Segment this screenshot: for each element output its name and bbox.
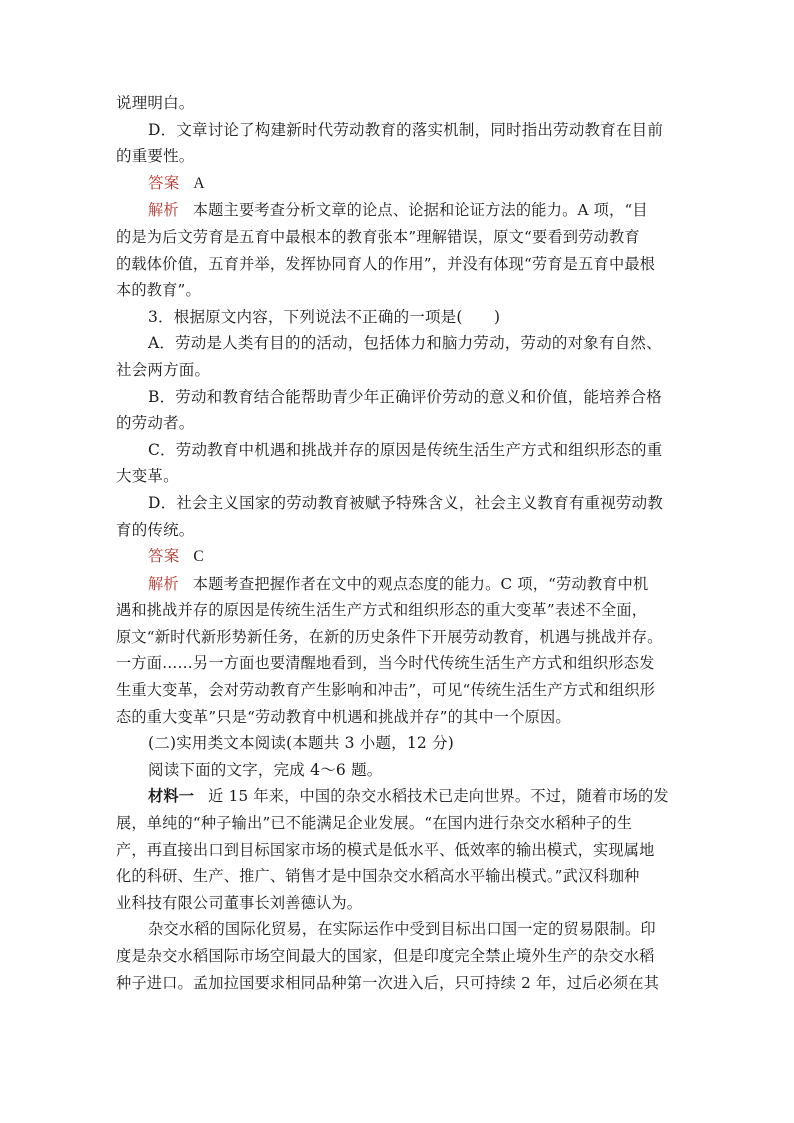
material-line: 度是杂交水稻国际市场空间最大的国家，但是印度完全禁止境外生产的杂交水稻: [116, 947, 655, 965]
analysis-line: 原文“新时代新形势新任务，在新的历史条件下开展劳动教育，机遇与挑战并存。: [116, 627, 663, 646]
option-b-line: B．劳动和教育结合能帮助青少年正确评价劳动的意义和价值，能培养合格: [148, 387, 662, 406]
option-d-line: D．社会主义国家的劳动教育被赋予特殊含义，社会主义教育有重视劳动教: [148, 493, 664, 512]
material-line: 产，再直接出口到目标国家市场的模式是低水平、低效率的输出模式，实现属地: [116, 840, 655, 859]
analysis-label: 解析: [148, 201, 179, 220]
section-heading: (二)实用类文本阅读(本题共 3 小题，12 分): [148, 734, 455, 753]
option-c-line: C．劳动教育中机遇和挑战并存的原因是传统生活生产方式和组织形态的重: [148, 440, 663, 459]
material-line: 业科技有限公司董事长刘善德认为。: [116, 893, 363, 912]
answer-label: 答案: [148, 547, 180, 566]
analysis-line: 态的重大变革”只是“劳动教育中机遇和挑战并存”的其中一个原因。: [116, 707, 571, 726]
question-3-stem: 3．根据原文内容，下列说法不正确的一项是( ): [148, 307, 501, 326]
instruction-line: 阅读下面的文字，完成 4～6 题。: [148, 760, 383, 779]
text-line: 的重要性。: [116, 147, 195, 166]
text-line: 说理明白。: [116, 94, 195, 112]
analysis-line: 遇和挑战并存的原因是传统生活生产方式和组织形态的重大变革”表述不全面，: [116, 601, 648, 620]
option-a-line: A．劳动是人类有目的的活动，包括体力和脑力劳动，劳动的对象有自然、: [148, 334, 662, 353]
text-line: 社会两方面。: [116, 360, 211, 379]
analysis-line: 生重大变革，会对劳动教育产生影响和冲击”，可见“传统生活生产方式和组织形: [116, 681, 656, 700]
analysis-text: 本题主要考查分析文章的论点、论据和论证方法的能力。A 项，“目: [192, 201, 648, 220]
analysis-line: 的载体价值，五育并举，发挥协同育人的作用”，并没有体现“劳育是五育中最根: [116, 254, 656, 273]
answer-value: A: [193, 174, 205, 192]
analysis-line: [116, 197, 678, 224]
text-line: 的劳动者。: [116, 414, 195, 433]
analysis-line: 本的教育”。: [116, 281, 201, 300]
text-line: 育的传统。: [116, 520, 195, 539]
material-line: 杂交水稻的国际化贸易，在实际运作中受到目标出口国一定的贸易限制。印: [148, 920, 656, 939]
answer-label: 答案: [148, 173, 180, 192]
material-line: 展，单纯的“种子输出”已不能满足企业发展。“在国内进行杂交水稻种子的生: [116, 814, 633, 833]
material-text: 近 15 年来，中国的杂交水稻技术已走向世界。不过，随着市场的发: [208, 787, 669, 806]
analysis-line: 一方面……另一方面也要清醒地看到，当今时代传统生活生产方式和组织形态发: [116, 654, 655, 673]
material-line: [116, 783, 678, 810]
answer-value: C: [193, 548, 204, 566]
material-line: 化的科研、生产、推广、销售才是中国杂交水稻高水平输出模式。”武汉科珈种: [116, 867, 640, 886]
analysis-line: [116, 571, 678, 598]
answer-line: [116, 543, 678, 571]
analysis-line: 的是为后文劳育是五育中最根本的教育张本”理解错误，原文“要看到劳动教育: [116, 227, 640, 246]
analysis-label: 解析: [148, 574, 179, 593]
document-page: [116, 90, 678, 996]
material-line: 种子进口。孟加拉国要求相同品种第一次进入后，只可持续 2 年，过后必须在其: [116, 973, 660, 992]
answer-line: [116, 170, 678, 198]
material-label: 材料一: [148, 787, 195, 806]
option-d-line: D．文章讨论了构建新时代劳动教育的落实机制，同时指出劳动教育在目前: [148, 120, 664, 139]
text-line: 大变革。: [116, 467, 179, 486]
analysis-text: 本题考查把握作者在文中的观点态度的能力。C 项，“劳动教育中机: [192, 574, 649, 593]
